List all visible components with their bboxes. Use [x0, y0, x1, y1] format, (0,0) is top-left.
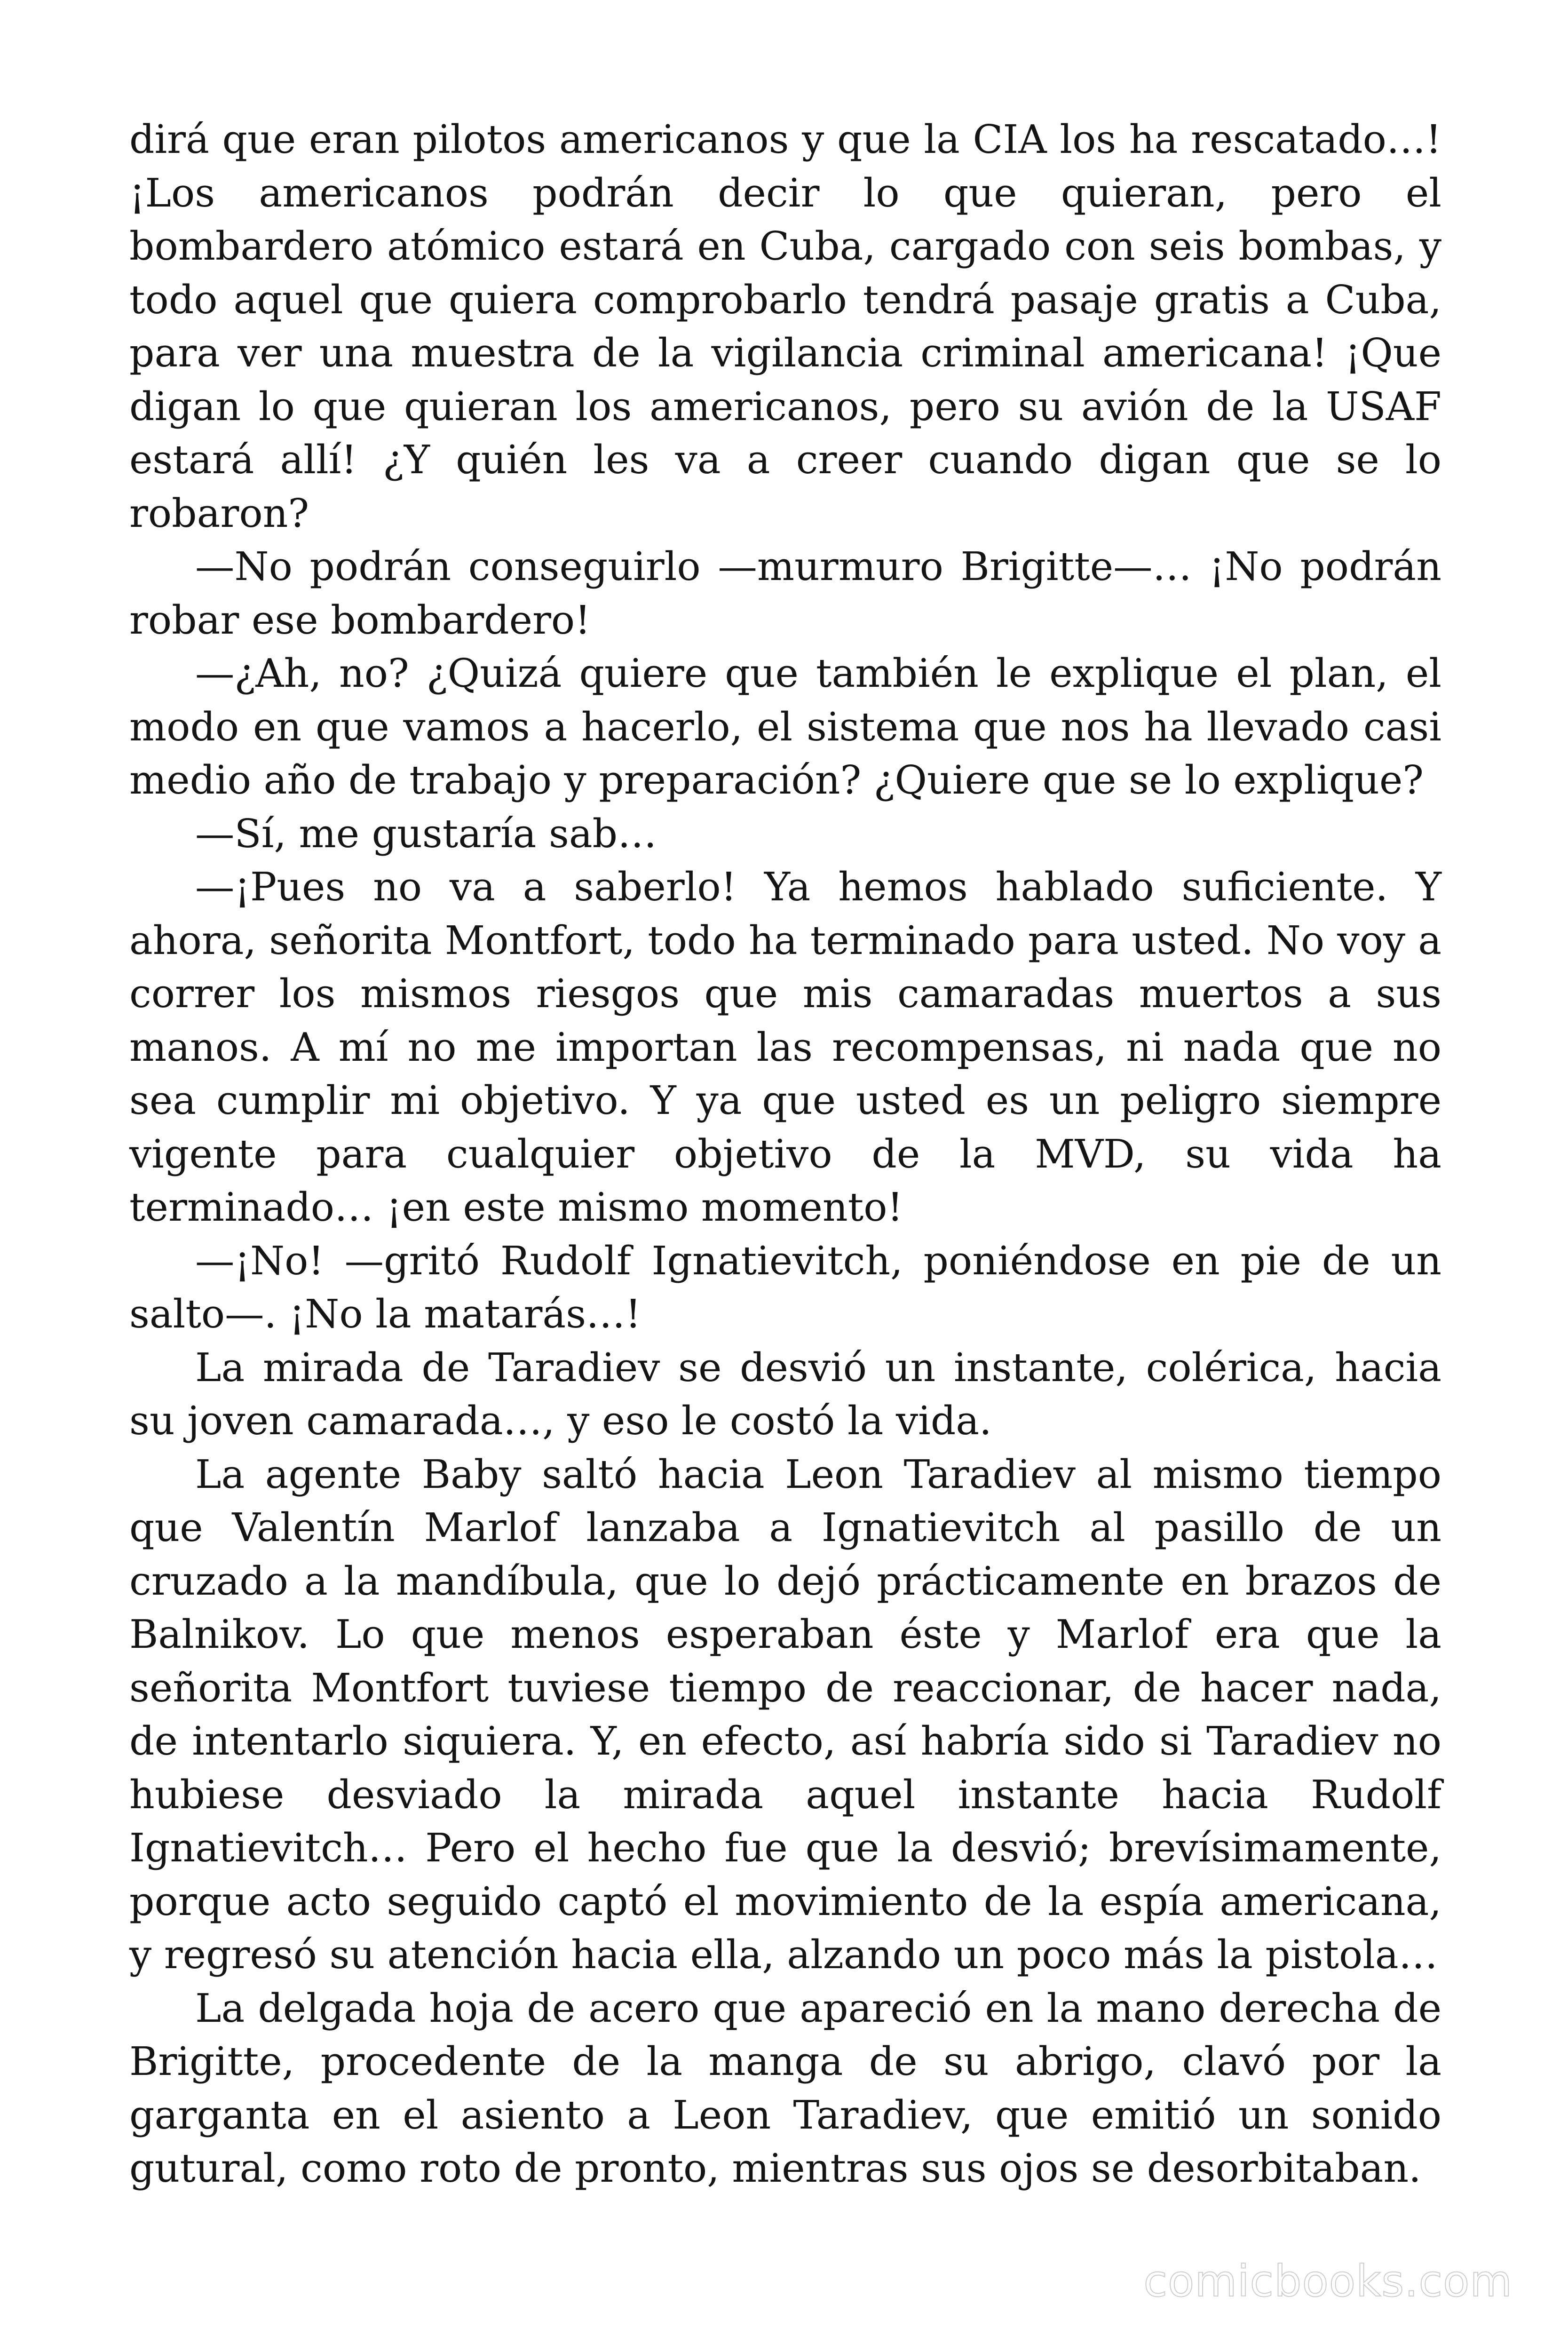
- paragraph: La mirada de Taradiev se desvió un instante, colérica, hacia su joven camarada…, y eso le costó la vida.: [129, 1344, 1441, 1444]
- paragraph: —¡No! —gritó Rudolf Ignatievitch, poniéndose en pie de un salto—. ¡No la matarás…!: [129, 1237, 1441, 1337]
- paragraph: —¿Ah, no? ¿Quizá quiere que también le explique el plan, el modo en que vamos a hacerlo, el sistema que nos ha llevado casi medio año de trabajo y preparación? ¿Quiere que se lo explique?: [129, 650, 1441, 803]
- page-body: [129, 113, 1441, 2195]
- paragraph: —¡Pues no va a saberlo! Ya hemos hablado suficiente. Y ahora, señorita Montfort, todo ha terminado para usted. No voy a correr los mismos riesgos que mis camaradas muertos a sus manos. A mí no me importan las recompensas, ni nada que no sea cumplir mi objetivo. Y ya que usted es un peligro siempre vigente para cualquier objetivo de la MVD, su vida ha terminado… ¡en este mismo momento!: [129, 864, 1441, 1230]
- paragraph: La agente Baby saltó hacia Leon Taradiev al mismo tiempo que Valentín Marlof lanzaba a Ignatievitch al pasillo de un cruzado a la mandíbula, que lo dejó prácticamente en brazos de Balnikov. Lo que menos esperaban éste y Marlof era que la señorita Montfort tuviese tiempo de reaccionar, de hacer nada, de intentarlo siquiera. Y, en efecto, así habría sido si Taradiev no hubiese desviado la mirada aquel instante hacia Rudolf Ignatievitch… Pero el hecho fue que la desvió; brevísimamente, porque acto seguido captó el movimiento de la espía americana, y regresó su atención hacia ella, alzando un poco más la pistola…: [129, 1451, 1441, 1978]
- paragraph: dirá que eran pilotos americanos y que la CIA los ha rescatado…! ¡Los americanos podrán decir lo que quieran, pero el bombardero atómico estará en Cuba, cargado con seis bombas, y todo aquel que quiera comprobarlo tendrá pasaje gratis a Cuba, para ver una muestra de la vigilancia criminal americana! ¡Que digan lo que quieran los americanos, pero su avión de la USAF estará allí! ¿Y quién les va a creer cuando digan que se lo robaron?: [129, 116, 1441, 536]
- watermark: comicbooks.com: [1143, 2256, 1513, 2306]
- paragraph: —Sí, me gustaría sab…: [195, 810, 657, 857]
- paragraph: —No podrán conseguirlo —murmuro Brigitte—… ¡No podrán robar ese bombardero!: [129, 543, 1441, 643]
- paragraph: La delgada hoja de acero que apareció en la mano derecha de Brigitte, procedente de la manga de su abrigo, clavó por la garganta en el asiento a Leon Taradiev, que emitió un sonido gutural, como roto de pronto, mientras sus ojos se desorbitaban.: [129, 1985, 1441, 2191]
